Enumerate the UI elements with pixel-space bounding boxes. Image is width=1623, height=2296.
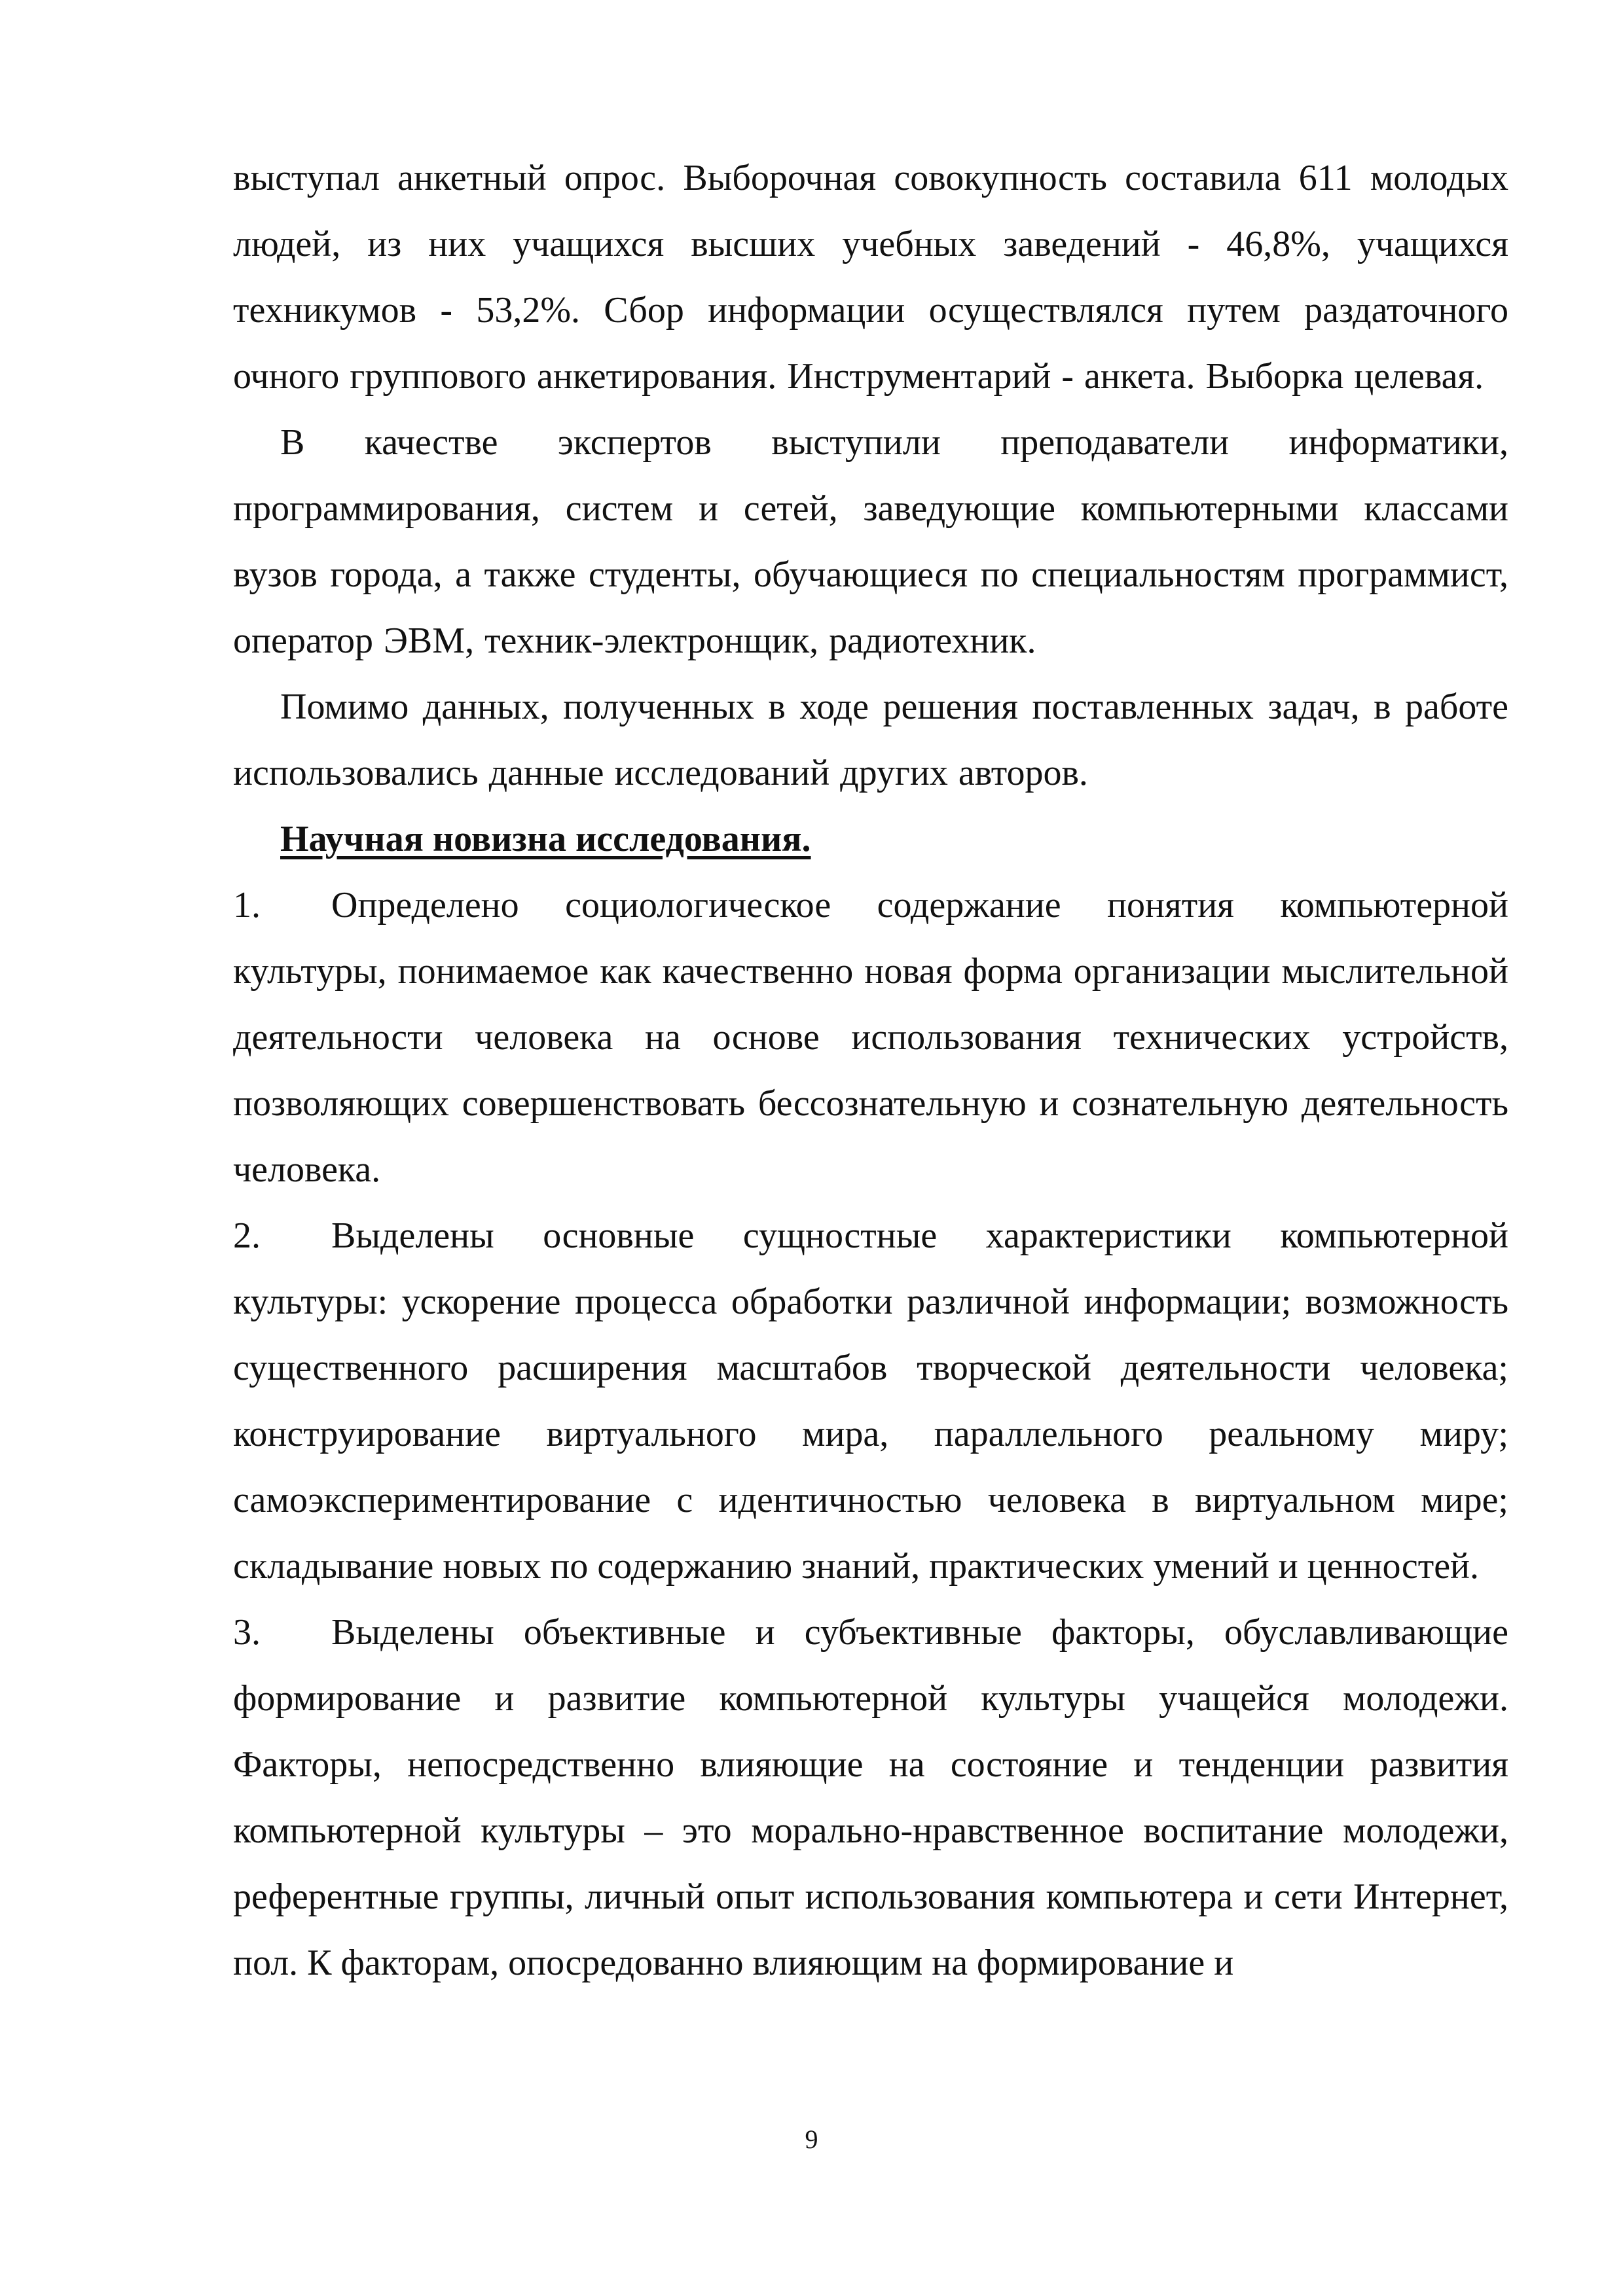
section-heading: Научная новизна исследования.	[280, 819, 811, 859]
list-item-text: Выделены основные сущностные характеристики компьютерной культуры: ускорение процесса обработки различной информации; возможность существенного расширения масштабов творческой деятельности человека; конструирование виртуального мира, параллельного реальному миру; самоэкспериментирование с идентичностью человека в виртуальном мире; складывание новых по содержанию знаний, практических умений и ценностей.	[233, 1215, 1508, 1587]
paragraph-experts: В качестве экспертов выступили преподаватели информатики, программирования, систем и сетей, заведующие компьютерными классами вузов города, а также студенты, обучающиеся по специальностям программист, оператор ЭВМ, техник-электронщик, радиотехник.	[233, 422, 1508, 661]
list-item-number: 3.	[233, 1612, 261, 1653]
list-item	[233, 1600, 1508, 1996]
list-item-text: Определено социологическое содержание понятия компьютерной культуры, понимаемое как качественно новая форма организации мыслительной деятельности человека на основе использования технических устройств, позволяющих совершенствовать бессознательную и сознательную деятельность человека.	[233, 885, 1508, 1190]
paragraph-other-data: Помимо данных, полученных в ходе решения поставленных задач, в работе использовались данные исследований других авторов.	[233, 687, 1508, 793]
list-item-text: Выделены объективные и субъективные факторы, обуславливающие формирование и развитие компьютерной культуры учащейся молодежи. Факторы, непосредственно влияющие на состояние и тенденции развития компьютерной культуры – это морально-нравственное воспитание молодежи, референтные группы, личный опыт использования компьютера и сети Интернет, пол. К факторам, опосредованно влияющим на формирование и	[233, 1612, 1508, 1983]
list-item-number: 1.	[233, 885, 261, 925]
paragraph-method: выступал анкетный опрос. Выборочная совокупность составила 611 молодых людей, из них учащихся высших учебных заведений - 46,8%, учащихся техникумов - 53,2%. Сбор информации осуществлялся путем раздаточного очного группового анкетирования. Инструментарий - анкета. Выборка целевая.	[233, 158, 1508, 397]
list-item	[233, 1203, 1508, 1600]
list-item	[233, 872, 1508, 1203]
document-body	[233, 145, 1508, 1996]
list-item-number: 2.	[233, 1215, 261, 1256]
page-number: 9	[805, 2125, 818, 2154]
